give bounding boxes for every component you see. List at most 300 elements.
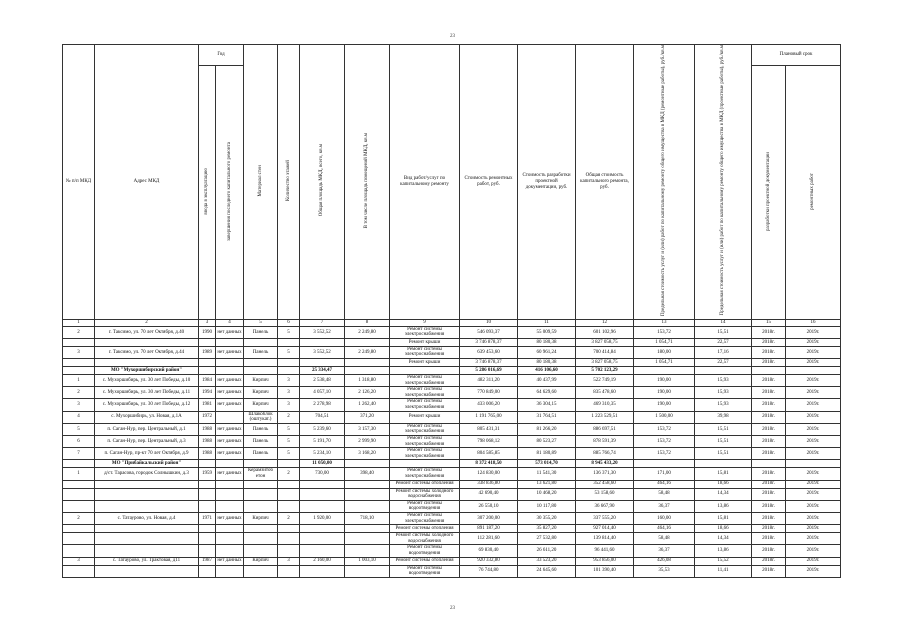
total-area-cell: 3 552,52: [300, 326, 345, 338]
wall-material-cell: Кирпич: [244, 399, 278, 411]
last-repair-year-cell: [216, 367, 244, 375]
premises-area-cell: [345, 460, 390, 468]
last-repair-year-cell: [216, 338, 244, 346]
design-cost-cell: 26 611,20: [518, 545, 576, 557]
address-cell: п. Саган-Нур, пр-кт 70 лет Октября, д.9: [95, 448, 199, 460]
limit-design-cell: 39,98: [695, 411, 752, 423]
total-cost-cell: 927 014,40: [576, 525, 634, 533]
column-number-cell: 5: [244, 319, 278, 326]
total-area-cell: 4 057,10: [300, 387, 345, 399]
repair-cost-cell: 920 332,80: [460, 557, 518, 565]
repair-cost-cell: 42 690,40: [460, 488, 518, 500]
design-cost-cell: 24 645,60: [518, 565, 576, 577]
design-cost-cell: 81 266,20: [518, 423, 576, 435]
last-repair-year-cell: [216, 359, 244, 367]
header-limit-repair: Предельная стоимость услуг и (или) работ по капитальному ремонту общего имущества в МКД (ремонтные работы), руб./кв.м: [634, 45, 695, 320]
limit-design-cell: 18,66: [695, 525, 752, 533]
design-cost-cell: 64 629,60: [518, 387, 576, 399]
limit-design-cell: 15,81: [695, 512, 752, 524]
limit-repair-cell: 153,72: [634, 423, 695, 435]
limit-repair-cell: 426,08: [634, 557, 695, 565]
plan-design-year-cell: 2018г.: [752, 399, 786, 411]
address-cell: с. Татаурово, ул. Трактовая, д11: [95, 557, 199, 565]
floors-cell: [278, 545, 300, 557]
table-row: [63, 359, 841, 367]
commission-year-cell: 1981: [199, 399, 216, 411]
header-number: № п/п МКД: [63, 45, 95, 320]
header-address: Адрес МКД: [95, 45, 199, 320]
floors-cell: [278, 525, 300, 533]
table-row: [63, 326, 841, 338]
column-number-cell: 13: [634, 319, 695, 326]
table-row: [63, 488, 841, 500]
plan-repair-year-cell: [786, 460, 841, 468]
wall-material-cell: [244, 488, 278, 500]
address-cell: [95, 359, 199, 367]
limit-repair-cell: 171,00: [634, 468, 695, 480]
address-cell: г. Таксимо, ул. 70 лет Октября, д.40: [95, 326, 199, 338]
limit-repair-cell: 153,72: [634, 436, 695, 448]
design-cost-cell: 80 180,38: [518, 338, 576, 346]
column-number-cell: 8: [345, 319, 390, 326]
repair-program-table: [62, 44, 841, 578]
wall-material-cell: Панель: [244, 346, 278, 358]
plan-design-year-cell: 2018г.: [752, 436, 786, 448]
plan-repair-year-cell: 2019г.: [786, 545, 841, 557]
plan-design-year-cell: 2018г.: [752, 338, 786, 346]
page-number-bottom: 23: [450, 606, 455, 611]
table-row: [63, 468, 841, 480]
design-cost-cell: 30 355,20: [518, 512, 576, 524]
design-cost-cell: 80 523,27: [518, 436, 576, 448]
total-area-cell: [300, 488, 345, 500]
plan-design-year-cell: 2018г.: [752, 545, 786, 557]
commission-year-cell: [199, 480, 216, 488]
commission-year-cell: 1984: [199, 375, 216, 387]
commission-year-cell: 1971: [199, 512, 216, 524]
table-row: [63, 480, 841, 488]
work-type-cell: Ремонт крыши: [390, 338, 460, 346]
address-cell: с. Татаурово, ул. Новая, д.4: [95, 512, 199, 524]
column-number-cell: 9: [390, 319, 460, 326]
floors-cell: 5: [278, 448, 300, 460]
work-type-cell: Ремонт системы электроснабжения: [390, 448, 460, 460]
last-repair-year-cell: нет данных: [216, 346, 244, 358]
column-numbers-row: [63, 319, 841, 326]
floors-cell: 3: [278, 375, 300, 387]
last-repair-year-cell: [216, 533, 244, 545]
work-type-cell: [390, 460, 460, 468]
floors-cell: 5: [278, 346, 300, 358]
wall-material-cell: [244, 565, 278, 577]
total-cost-cell: 96 441,60: [576, 545, 634, 557]
limit-design-cell: 22,57: [695, 359, 752, 367]
row-number-cell: 5: [63, 423, 95, 435]
last-repair-year-cell: [216, 565, 244, 577]
total-cost-cell: 1 223 529,51: [576, 411, 634, 423]
work-type-cell: Ремонт системы водоотведения: [390, 565, 460, 577]
wall-material-cell: Кирпич: [244, 387, 278, 399]
premises-area-cell: [345, 367, 390, 375]
repair-cost-cell: 8 372 418,50: [460, 460, 518, 468]
wall-material-cell: [244, 338, 278, 346]
premises-area-cell: [345, 480, 390, 488]
total-cost-cell: 835 478,60: [576, 387, 634, 399]
design-cost-cell: 80 180,38: [518, 359, 576, 367]
column-number-cell: 6: [278, 319, 300, 326]
table-row: [63, 436, 841, 448]
floors-cell: [278, 488, 300, 500]
total-cost-cell: 337 555,20: [576, 512, 634, 524]
repair-cost-cell: 69 830,40: [460, 545, 518, 557]
total-cost-cell: 885 766,74: [576, 448, 634, 460]
work-type-cell: Ремонт системы холодного водоснабжения: [390, 533, 460, 545]
total-cost-cell: 53 158,60: [576, 488, 634, 500]
work-type-cell: Ремонт системы электроснабжения: [390, 399, 460, 411]
limit-design-cell: 15,52: [695, 557, 752, 565]
total-area-cell: [300, 545, 345, 557]
limit-repair-cell: 153,72: [634, 448, 695, 460]
floors-cell: [278, 533, 300, 545]
table-row: [63, 545, 841, 557]
floors-cell: 2: [278, 468, 300, 480]
header-commission-year: ввода в эксплуатацию: [199, 65, 216, 319]
plan-repair-year-cell: [786, 367, 841, 375]
row-number-cell: [63, 367, 95, 375]
last-repair-year-cell: [216, 480, 244, 488]
work-type-cell: Ремонт крыши: [390, 359, 460, 367]
total-area-cell: [300, 338, 345, 346]
limit-repair-cell: 35,53: [634, 565, 695, 577]
page-number-top: 23: [450, 34, 455, 39]
last-repair-year-cell: нет данных: [216, 423, 244, 435]
work-type-cell: [390, 367, 460, 375]
premises-area-cell: [345, 488, 390, 500]
commission-year-cell: 1987: [199, 557, 216, 565]
limit-design-cell: 15,93: [695, 399, 752, 411]
limit-repair-cell: 1 500,00: [634, 411, 695, 423]
column-number-cell: 15: [752, 319, 786, 326]
table-row: [63, 367, 841, 375]
header-year-group: Год: [199, 45, 244, 66]
address-cell: [95, 488, 199, 500]
plan-repair-year-cell: 2019г.: [786, 375, 841, 387]
premises-area-cell: [345, 533, 390, 545]
table-row: [63, 512, 841, 524]
last-repair-year-cell: [216, 411, 244, 423]
plan-design-year-cell: [752, 367, 786, 375]
repair-cost-cell: 5 286 016,69: [460, 367, 518, 375]
plan-design-year-cell: 2018г.: [752, 557, 786, 565]
premises-area-cell: 3 168,20: [345, 448, 390, 460]
repair-cost-cell: 338 836,80: [460, 480, 518, 488]
address-cell: [95, 500, 199, 512]
design-cost-cell: 10 117,80: [518, 500, 576, 512]
total-cost-cell: 352 458,60: [576, 480, 634, 488]
plan-repair-year-cell: 2019г.: [786, 525, 841, 533]
floors-cell: 5: [278, 423, 300, 435]
last-repair-year-cell: [216, 488, 244, 500]
total-area-cell: 5 191,70: [300, 436, 345, 448]
plan-repair-year-cell: 2019г.: [786, 448, 841, 460]
row-number-cell: [63, 545, 95, 557]
address-cell: [95, 545, 199, 557]
work-type-cell: Ремонт системы электроснабжения: [390, 423, 460, 435]
design-cost-cell: 55 009,59: [518, 326, 576, 338]
limit-repair-cell: 180,00: [634, 346, 695, 358]
commission-year-cell: [199, 338, 216, 346]
total-cost-cell: 3 827 058,75: [576, 338, 634, 346]
design-cost-cell: 10 468,20: [518, 488, 576, 500]
address-cell: [95, 565, 199, 577]
total-area-cell: 1 920,00: [300, 512, 345, 524]
plan-design-year-cell: 2018г.: [752, 468, 786, 480]
premises-area-cell: 398,40: [345, 468, 390, 480]
column-number-cell: 4: [216, 319, 244, 326]
commission-year-cell: [199, 565, 216, 577]
limit-repair-cell: [634, 367, 695, 375]
address-cell: [95, 480, 199, 488]
premises-area-cell: 1 262,40: [345, 399, 390, 411]
total-area-cell: [300, 500, 345, 512]
column-number-cell: 3: [199, 319, 216, 326]
work-type-cell: Ремонт системы электроснабжения: [390, 468, 460, 480]
total-cost-cell: 953 856,00: [576, 557, 634, 565]
wall-material-cell: [244, 367, 278, 375]
repair-cost-cell: 798 068,12: [460, 436, 518, 448]
floors-cell: [278, 480, 300, 488]
plan-repair-year-cell: 2019г.: [786, 468, 841, 480]
repair-cost-cell: 76 744,80: [460, 565, 518, 577]
limit-repair-cell: 190,00: [634, 387, 695, 399]
row-number-cell: [63, 500, 95, 512]
limit-repair-cell: 58,48: [634, 533, 695, 545]
floors-cell: 5: [278, 326, 300, 338]
floors-cell: [278, 367, 300, 375]
limit-repair-cell: 464,16: [634, 525, 695, 533]
limit-repair-cell: 464,16: [634, 480, 695, 488]
table-row: [63, 525, 841, 533]
total-area-cell: 5 234,10: [300, 448, 345, 460]
commission-year-cell: [199, 545, 216, 557]
premises-area-cell: 2 999,90: [345, 436, 390, 448]
table-row: [63, 500, 841, 512]
wall-material-cell: Панель: [244, 436, 278, 448]
repair-cost-cell: 770 849,00: [460, 387, 518, 399]
design-cost-cell: 416 106,60: [518, 367, 576, 375]
last-repair-year-cell: нет данных: [216, 387, 244, 399]
wall-material-cell: [244, 533, 278, 545]
premises-area-cell: 1 003,10: [345, 557, 390, 565]
commission-year-cell: 1972: [199, 411, 216, 423]
column-number-cell: 10: [460, 319, 518, 326]
plan-repair-year-cell: 2019г.: [786, 500, 841, 512]
floors-cell: 2: [278, 411, 300, 423]
row-number-cell: 7: [63, 448, 95, 460]
limit-repair-cell: 190,00: [634, 399, 695, 411]
header-plan-repair: ремонтных работ: [786, 65, 841, 319]
address-cell: с. Мухоршибирь, ул. 30 лет Победы, д.12: [95, 399, 199, 411]
limit-design-cell: 15,51: [695, 326, 752, 338]
work-type-cell: Ремонт системы отопления: [390, 480, 460, 488]
floors-cell: [278, 338, 300, 346]
limit-design-cell: 18,66: [695, 480, 752, 488]
total-area-cell: [300, 565, 345, 577]
work-type-cell: Ремонт системы электроснабжения: [390, 346, 460, 358]
limit-repair-cell: 190,00: [634, 375, 695, 387]
premises-area-cell: [345, 359, 390, 367]
plan-design-year-cell: 2018г.: [752, 423, 786, 435]
design-cost-cell: 60 961,24: [518, 346, 576, 358]
limit-design-cell: 22,57: [695, 338, 752, 346]
plan-design-year-cell: 2018г.: [752, 411, 786, 423]
work-type-cell: Ремонт системы электроснабжения: [390, 512, 460, 524]
work-type-cell: Ремонт системы водоотведения: [390, 545, 460, 557]
premises-area-cell: [345, 500, 390, 512]
plan-repair-year-cell: 2019г.: [786, 399, 841, 411]
plan-repair-year-cell: 2019г.: [786, 326, 841, 338]
repair-cost-cell: 891 187,20: [460, 525, 518, 533]
limit-repair-cell: 153,72: [634, 326, 695, 338]
wall-material-cell: Кирпич: [244, 557, 278, 565]
table-body: [63, 45, 841, 578]
floors-cell: 3: [278, 399, 300, 411]
limit-design-cell: 13,86: [695, 545, 752, 557]
address-cell: [95, 525, 199, 533]
total-area-cell: [300, 533, 345, 545]
design-cost-cell: 13 621,80: [518, 480, 576, 488]
limit-repair-cell: 58,48: [634, 488, 695, 500]
last-repair-year-cell: [216, 525, 244, 533]
repair-cost-cell: 307 200,00: [460, 512, 518, 524]
address-cell: с. Мухоршибирь, ул. Новая, д.1А: [95, 411, 199, 423]
total-cost-cell: 136 371,30: [576, 468, 634, 480]
total-area-cell: 5 239,60: [300, 423, 345, 435]
total-area-cell: 730,00: [300, 468, 345, 480]
wall-material-cell: [244, 545, 278, 557]
plan-repair-year-cell: 2019г.: [786, 488, 841, 500]
work-type-cell: Ремонт системы электроснабжения: [390, 436, 460, 448]
table-row: [63, 338, 841, 346]
last-repair-year-cell: [216, 500, 244, 512]
column-number-cell: 7: [300, 319, 345, 326]
header-total-area: Общая площадь МКД, всего, кв.м: [300, 45, 345, 320]
column-number-cell: 11: [518, 319, 576, 326]
plan-design-year-cell: [752, 460, 786, 468]
row-number-cell: [63, 533, 95, 545]
last-repair-year-cell: нет данных: [216, 436, 244, 448]
plan-repair-year-cell: 2019г.: [786, 512, 841, 524]
plan-design-year-cell: 2018г.: [752, 346, 786, 358]
header-limit-design: Предельная стоимость услуг и (или) работ по капитальному ремонту общего имущества в МКД (проектные работы), руб./кв.м: [695, 45, 752, 320]
header-floors: Количество этажей: [278, 45, 300, 320]
table-row: [63, 423, 841, 435]
plan-repair-year-cell: 2019г.: [786, 338, 841, 346]
row-number-cell: 3: [63, 346, 95, 358]
row-number-cell: 3: [63, 557, 95, 565]
last-repair-year-cell: нет данных: [216, 512, 244, 524]
plan-design-year-cell: 2018г.: [752, 512, 786, 524]
address-cell: д/ст. Тарасова, городок Солнышкин, д.3: [95, 468, 199, 480]
row-number-cell: 6: [63, 436, 95, 448]
total-cost-cell: 878 591,39: [576, 436, 634, 448]
commission-year-cell: [199, 367, 216, 375]
column-number-cell: 2: [95, 319, 199, 326]
limit-repair-cell: 36,37: [634, 545, 695, 557]
total-area-cell: 2 538,48: [300, 375, 345, 387]
header-last-repair-year: завершения последнего капитального ремонта: [216, 65, 244, 319]
total-cost-cell: 3 827 058,75: [576, 359, 634, 367]
commission-year-cell: [199, 359, 216, 367]
plan-design-year-cell: 2018г.: [752, 533, 786, 545]
limit-design-cell: 11,41: [695, 565, 752, 577]
address-cell: [95, 338, 199, 346]
premises-area-cell: 3 157,30: [345, 423, 390, 435]
wall-material-cell: [244, 359, 278, 367]
wall-material-cell: [244, 460, 278, 468]
floors-cell: 3: [278, 387, 300, 399]
total-cost-cell: 5 702 123,29: [576, 367, 634, 375]
header-wall-material: Материал стен: [244, 45, 278, 320]
total-cost-cell: 139 814,40: [576, 533, 634, 545]
floors-cell: 2: [278, 512, 300, 524]
table-row: [63, 448, 841, 460]
header-plan-design: разработки проектной документации: [752, 65, 786, 319]
plan-repair-year-cell: 2019г.: [786, 411, 841, 423]
repair-cost-cell: 546 093,37: [460, 326, 518, 338]
table-row: [63, 399, 841, 411]
column-number-cell: 16: [786, 319, 841, 326]
header-work-type: Вид работ/услуг по капитальному ремонту: [390, 45, 460, 320]
commission-year-cell: 1988: [199, 436, 216, 448]
last-repair-year-cell: [216, 460, 244, 468]
total-area-cell: 2 278,98: [300, 399, 345, 411]
premises-area-cell: [345, 565, 390, 577]
repair-cost-cell: 124 830,00: [460, 468, 518, 480]
work-type-cell: Ремонт системы отопления: [390, 525, 460, 533]
premises-area-cell: 2 249,80: [345, 346, 390, 358]
premises-area-cell: 1 318,80: [345, 375, 390, 387]
plan-repair-year-cell: 2019г.: [786, 387, 841, 399]
premises-area-cell: [345, 525, 390, 533]
limit-design-cell: 15,93: [695, 387, 752, 399]
premises-area-cell: 2 126,20: [345, 387, 390, 399]
work-type-cell: Ремонт системы электроснабжения: [390, 387, 460, 399]
commission-year-cell: 1989: [199, 346, 216, 358]
row-number-cell: [63, 338, 95, 346]
total-cost-cell: 700 414,84: [576, 346, 634, 358]
commission-year-cell: 1988: [199, 423, 216, 435]
column-number-cell: 14: [695, 319, 752, 326]
floors-cell: 3: [278, 557, 300, 565]
wall-material-cell: Панель: [244, 326, 278, 338]
repair-cost-cell: 3 746 878,37: [460, 359, 518, 367]
limit-design-cell: 15,93: [695, 375, 752, 387]
last-repair-year-cell: нет данных: [216, 448, 244, 460]
plan-design-year-cell: 2018г.: [752, 326, 786, 338]
plan-repair-year-cell: 2019г.: [786, 436, 841, 448]
wall-material-cell: [244, 525, 278, 533]
plan-design-year-cell: 2018г.: [752, 525, 786, 533]
header-row-top: [63, 45, 841, 66]
total-cost-cell: 8 945 433,20: [576, 460, 634, 468]
commission-year-cell: [199, 525, 216, 533]
total-area-cell: 704,51: [300, 411, 345, 423]
total-cost-cell: 522 749,19: [576, 375, 634, 387]
plan-repair-year-cell: 2019г.: [786, 480, 841, 488]
wall-material-cell: [244, 480, 278, 488]
row-number-cell: [63, 488, 95, 500]
